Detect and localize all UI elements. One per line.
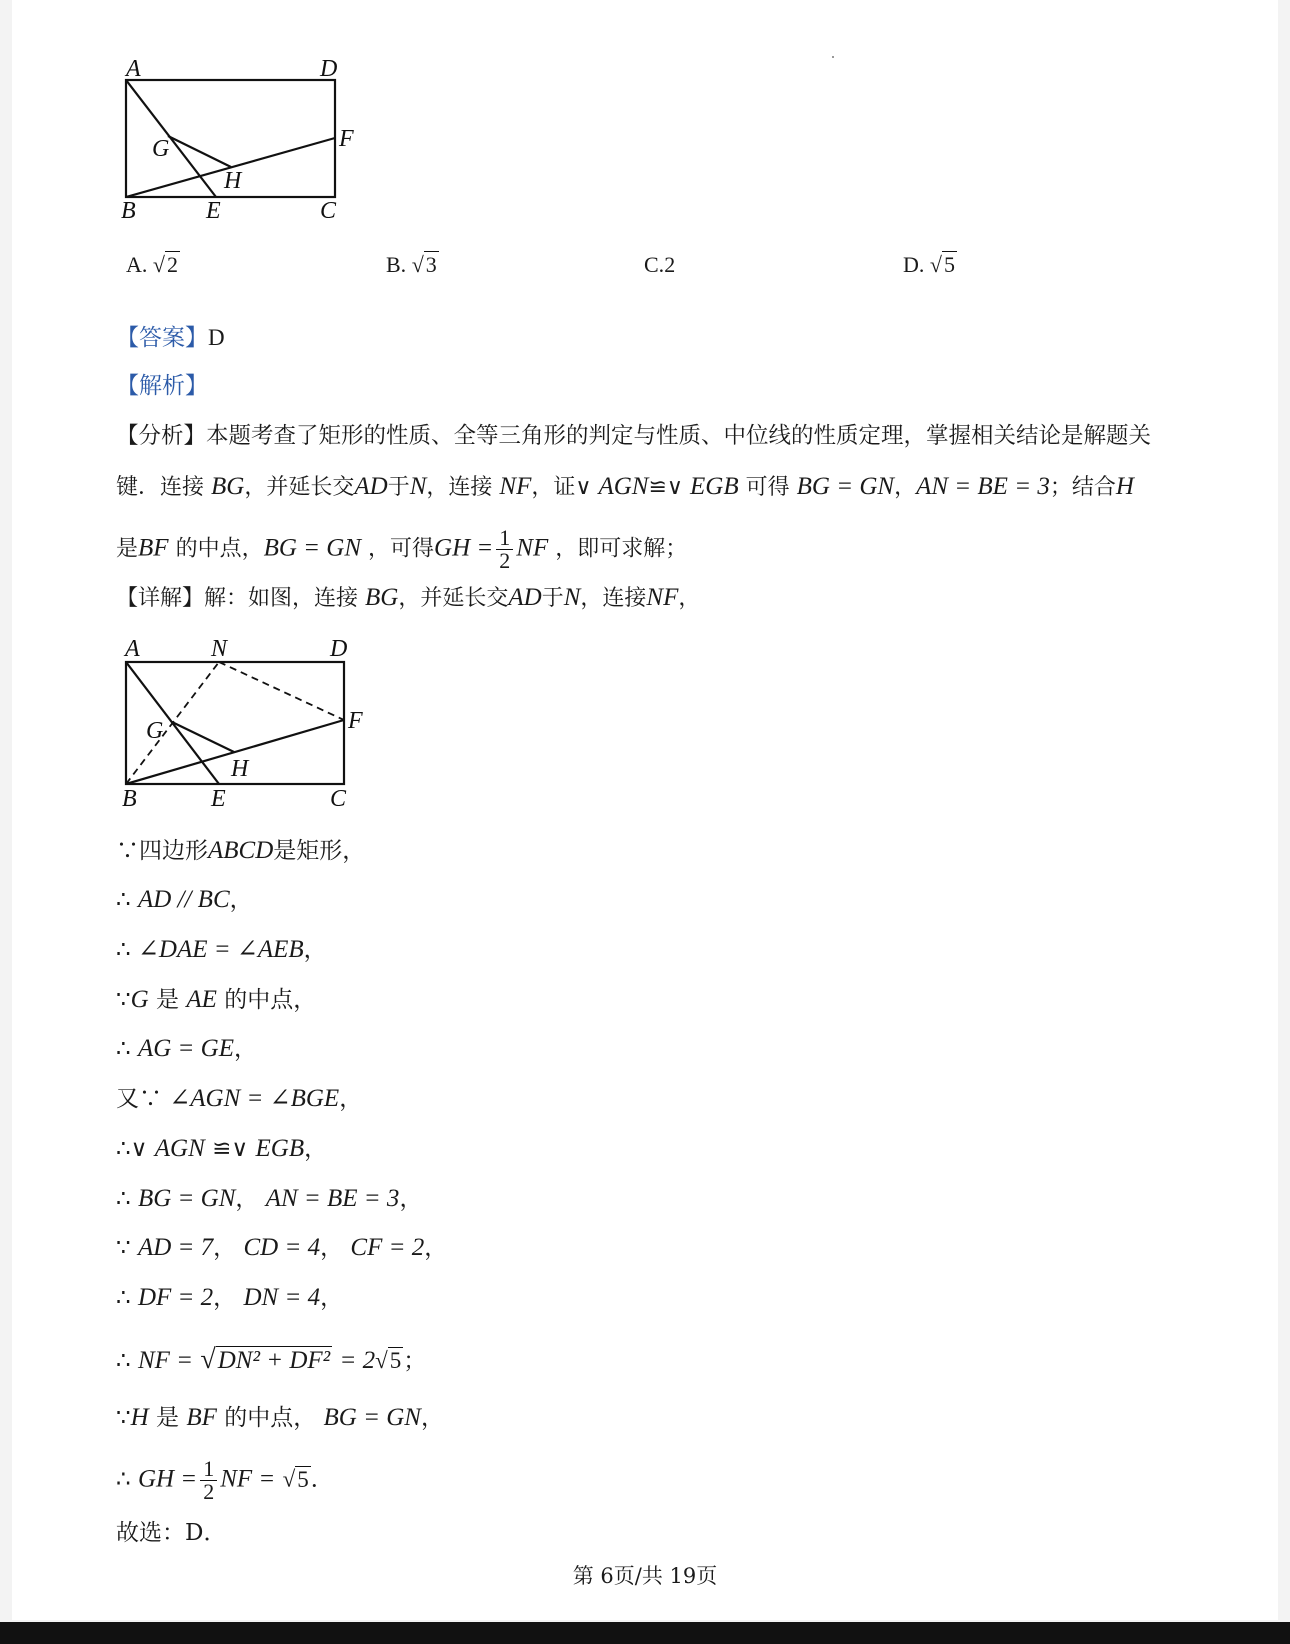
text: ，连接	[426, 475, 493, 500]
label-b: B	[121, 198, 136, 224]
math: BG = GN	[137, 1185, 236, 1212]
scan-speck	[832, 56, 834, 58]
label-g: G	[146, 718, 164, 744]
text: ；	[403, 1348, 427, 1374]
option-c-value: 2	[664, 252, 676, 277]
label-a: A	[125, 636, 140, 662]
step-3	[116, 935, 327, 965]
math: BF	[186, 1404, 217, 1431]
fenxi-line-2	[116, 472, 1134, 503]
math: BG	[211, 473, 245, 500]
sqrt-sign: √	[152, 252, 165, 277]
math: CD = 4	[243, 1234, 321, 1261]
text: ≌∨	[648, 475, 684, 500]
text: ，即可求解；	[555, 536, 688, 562]
math: H	[1115, 473, 1134, 500]
label-c: C	[330, 786, 347, 812]
label-b: B	[122, 786, 137, 812]
text: ，	[894, 475, 917, 500]
option-b-value: 3	[425, 252, 437, 277]
sqrt-sign: √	[375, 1348, 388, 1373]
text: ，	[320, 1285, 344, 1311]
fraction-denominator: 2	[203, 1479, 215, 1504]
segment-nf-dashed	[219, 662, 344, 720]
step-14	[116, 1518, 226, 1548]
step-12	[116, 1403, 444, 1433]
text: ∴	[116, 937, 131, 963]
text: ，连接	[580, 586, 647, 611]
math: N	[409, 473, 427, 500]
text: ，	[424, 1235, 448, 1261]
label-e: E	[206, 198, 221, 224]
math: DN = 4	[243, 1284, 321, 1311]
option-a	[126, 252, 180, 278]
label-d: D	[330, 636, 348, 662]
label-e: E	[211, 786, 226, 812]
text: ．	[310, 1466, 334, 1493]
figure-1-diagram	[110, 52, 370, 232]
option-d-label: D.	[903, 252, 925, 277]
math: AG = GE	[137, 1035, 234, 1062]
fenxi-line-1	[116, 421, 1151, 451]
text: ，可得	[368, 536, 435, 562]
sqrt-sign: √	[929, 252, 942, 277]
radicand: 5	[297, 1466, 309, 1492]
fraction-one-half	[200, 1458, 217, 1503]
text: 是	[116, 536, 139, 562]
option-b	[386, 252, 439, 278]
text: ；结合	[1049, 475, 1116, 500]
label-c: C	[320, 198, 337, 224]
label-h: H	[231, 756, 249, 782]
text: ，	[339, 1086, 363, 1112]
label-g: G	[152, 136, 170, 162]
text: 解：如图，连接	[204, 586, 359, 611]
text: 于	[387, 475, 410, 500]
bottom-bar	[0, 1622, 1290, 1644]
step-7	[116, 1134, 327, 1164]
radicand: 5	[389, 1348, 402, 1373]
text: 的中点，	[175, 536, 264, 562]
text: ，并延长交	[244, 475, 355, 500]
text: ，	[213, 1285, 237, 1311]
math: AN = BE = 3	[265, 1185, 400, 1212]
option-a-label: A.	[126, 252, 148, 277]
text: ，	[320, 1235, 344, 1261]
math: GH =	[137, 1465, 198, 1493]
text: ∴	[116, 1285, 131, 1311]
math: AD	[508, 584, 542, 611]
step-5	[116, 1034, 257, 1064]
analysis-tag: 【解析】	[116, 373, 208, 399]
step-8	[116, 1184, 422, 1214]
step-10	[116, 1283, 343, 1313]
text: ∵四边形	[116, 838, 208, 864]
text: ，	[213, 1235, 237, 1261]
option-b-label: B.	[386, 252, 407, 277]
radicand: DN² + DF²	[217, 1347, 331, 1374]
math: AGN	[598, 473, 649, 500]
math: N	[563, 584, 581, 611]
detail-line	[116, 583, 700, 614]
math: ABCD	[208, 837, 274, 864]
text: 又∵	[116, 1086, 162, 1112]
text: ，证∨	[531, 475, 592, 500]
text: ∴	[116, 1466, 131, 1493]
label-h: H	[224, 168, 242, 194]
figure-1	[110, 52, 370, 232]
fenxi-text-1: 本题考查了矩形的性质、全等三角形的判定与性质、中位线的性质定理，掌握相关结论是解题关	[206, 423, 1152, 449]
text: ∵	[116, 1235, 131, 1261]
text: 的中点，	[224, 1405, 317, 1431]
text: ，	[678, 586, 701, 611]
step-11	[116, 1345, 426, 1376]
text: ，	[235, 1186, 259, 1212]
step-4	[116, 985, 316, 1015]
text: ∵	[116, 987, 131, 1013]
math: = 2	[339, 1347, 376, 1374]
math: CF = 2	[350, 1234, 425, 1261]
math: AGN	[154, 1135, 205, 1162]
text: 的中点，	[224, 987, 317, 1013]
math: GH =	[434, 534, 494, 562]
option-d	[903, 252, 957, 278]
math: AD // BC	[137, 886, 230, 913]
math: AD	[354, 473, 388, 500]
text: ∴	[116, 1036, 131, 1062]
conclusion-text: 故选：D．	[116, 1520, 227, 1546]
text: 是矩形，	[273, 838, 366, 864]
math: BF	[138, 534, 169, 562]
option-a-value: 2	[166, 252, 178, 277]
label-f: F	[339, 126, 354, 152]
page-footer: 第 6页/共 19页	[572, 1564, 718, 1588]
math: BG = GN	[323, 1404, 421, 1431]
label-n: N	[211, 636, 228, 662]
analysis-tag-line	[116, 371, 208, 401]
answer-value: D	[208, 325, 225, 350]
option-c-label: C.	[644, 252, 665, 277]
math: AD = 7	[137, 1234, 214, 1261]
math: BG = GN	[796, 473, 895, 500]
label-f: F	[348, 708, 363, 734]
fraction-numerator: 1	[496, 527, 513, 550]
math: NF	[646, 584, 679, 611]
label-a: A	[126, 56, 141, 82]
text: 键．连接	[116, 475, 205, 500]
text: ，	[420, 1405, 444, 1431]
fraction-numerator: 1	[200, 1458, 217, 1481]
segment-gh	[172, 722, 234, 752]
text: ，	[304, 1136, 328, 1162]
label-d: D	[320, 56, 338, 82]
text: ，并延长交	[398, 586, 509, 611]
text: ，	[303, 937, 327, 963]
math: BG = GN	[263, 534, 362, 562]
math: EGB	[690, 473, 739, 500]
math: ∠AGN = ∠BGE	[169, 1085, 340, 1112]
math: EGB	[255, 1135, 305, 1162]
option-d-value: 5	[943, 252, 955, 277]
fenxi-tag: 【分析】	[116, 423, 207, 449]
text: ∴	[116, 1348, 131, 1374]
text: 于	[541, 586, 564, 611]
math: AE	[186, 986, 217, 1013]
math: DF = 2	[137, 1284, 214, 1311]
step-6	[116, 1084, 362, 1114]
math: NF	[499, 473, 532, 500]
math: H	[130, 1404, 149, 1431]
text: ≌∨	[212, 1136, 249, 1162]
sqrt-sign: √	[282, 1466, 296, 1492]
text: ∵	[116, 1405, 131, 1431]
step-13	[116, 1458, 334, 1503]
step-1	[116, 836, 365, 866]
sqrt-sign: √	[411, 252, 424, 277]
text: ，	[229, 887, 253, 913]
math: ∠DAE = ∠AEB	[137, 936, 304, 963]
math: NF =	[137, 1347, 194, 1374]
math: BG	[365, 584, 399, 611]
text: ，	[233, 1036, 257, 1062]
step-9	[116, 1233, 447, 1263]
figure-2-diagram	[110, 628, 390, 818]
figure-2	[110, 628, 390, 818]
math: AN = BE = 3	[916, 473, 1050, 500]
answer-tag: 【答案】	[116, 325, 208, 351]
segment-gh	[168, 136, 231, 167]
text: ，	[399, 1186, 423, 1212]
text: 是	[156, 987, 180, 1013]
math: G	[130, 986, 149, 1013]
step-2	[116, 885, 253, 915]
text: ∴∨	[116, 1136, 148, 1162]
math: NF	[516, 534, 549, 562]
sqrt-sign: √	[200, 1344, 216, 1375]
text: 可得	[745, 475, 790, 500]
option-c	[644, 252, 675, 278]
answer-line	[116, 323, 225, 353]
fenxi-line-3	[116, 527, 687, 572]
text: 是	[156, 1405, 180, 1431]
math: NF =	[220, 1465, 276, 1493]
text: ∴	[116, 1186, 131, 1212]
detail-tag: 【详解】	[116, 586, 205, 611]
fraction-denominator: 2	[499, 548, 511, 573]
text: ∴	[116, 887, 131, 913]
fraction-one-half	[496, 527, 513, 572]
